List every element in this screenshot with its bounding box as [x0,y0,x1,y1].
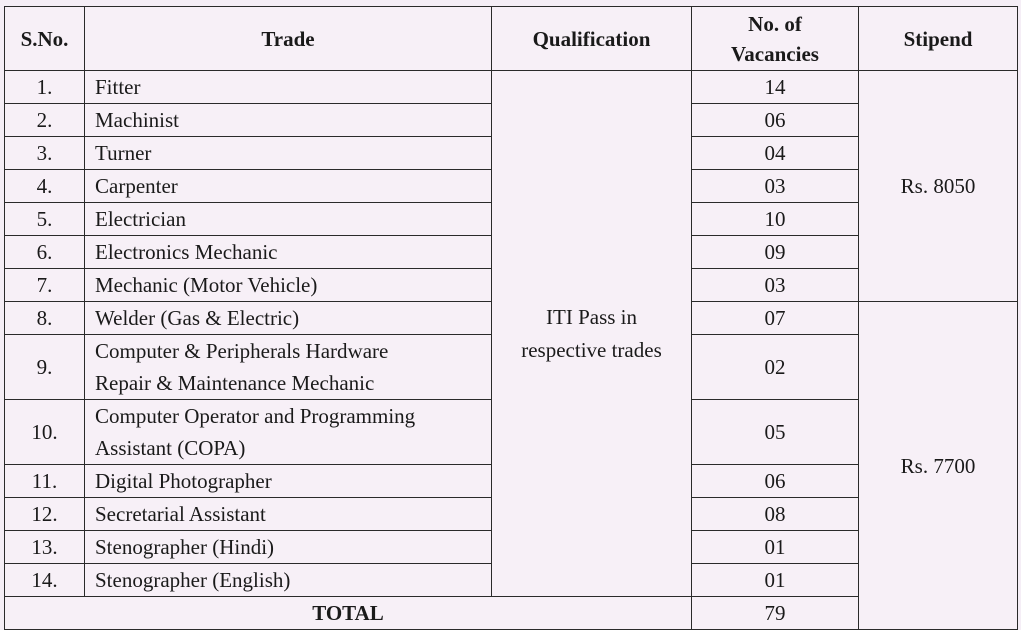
row-sno: 6. [5,236,85,269]
row-trade: Mechanic (Motor Vehicle) [85,269,492,302]
row-vacancies: 05 [692,400,859,465]
row-trade: Stenographer (English) [85,564,492,597]
row-sno: 11. [5,465,85,498]
row-vacancies: 04 [692,137,859,170]
row-vacancies: 03 [692,269,859,302]
row-trade-line1: Computer & Peripherals Hardware [95,339,389,363]
row-trade: Turner [85,137,492,170]
row-trade-line1: Computer Operator and Programming [95,404,416,428]
qualification-line2: respective trades [521,337,662,362]
row-sno: 2. [5,104,85,137]
apprentice-vacancy-table [4,6,1018,630]
row-sno: 13. [5,531,85,564]
row-sno: 4. [5,170,85,203]
row-vacancies: 02 [692,335,859,400]
row-trade: Digital Photographer [85,465,492,498]
row-trade: Machinist [85,104,492,137]
row-sno: 12. [5,498,85,531]
row-trade: Fitter [85,71,492,104]
row-trade-line2: Assistant (COPA) [95,436,246,460]
row-vacancies: 07 [692,302,859,335]
row-sno: 7. [5,269,85,302]
header-qualification: Qualification [492,7,692,71]
row-vacancies: 06 [692,465,859,498]
table-row [5,71,1018,104]
header-row [5,7,1018,71]
row-sno: 10. [5,400,85,465]
header-stipend: Stipend [859,7,1018,71]
row-trade: Stenographer (Hindi) [85,531,492,564]
row-trade: Carpenter [85,170,492,203]
header-vacancies-line2: Vacancies [731,41,819,66]
row-trade: Electrician [85,203,492,236]
row-trade: Welder (Gas & Electric) [85,302,492,335]
row-sno: 14. [5,564,85,597]
header-trade: Trade [85,7,492,71]
header-vacancies [692,7,859,71]
row-sno: 1. [5,71,85,104]
row-trade [85,335,492,400]
row-vacancies: 03 [692,170,859,203]
row-vacancies: 01 [692,531,859,564]
row-sno: 8. [5,302,85,335]
header-sno: S.No. [5,7,85,71]
row-sno: 3. [5,137,85,170]
row-sno: 9. [5,335,85,400]
row-trade [85,400,492,465]
row-trade: Electronics Mechanic [85,236,492,269]
qualification-line1: ITI Pass in [546,304,637,329]
stipend-group-1: Rs. 8050 [859,71,1018,302]
header-vacancies-line1: No. of [748,11,802,36]
total-label: TOTAL [5,597,692,630]
row-vacancies: 10 [692,203,859,236]
row-vacancies: 06 [692,104,859,137]
stipend-group-2: Rs. 7700 [859,302,1018,630]
row-vacancies: 01 [692,564,859,597]
qualification-cell [492,71,692,597]
row-vacancies: 08 [692,498,859,531]
row-trade-line2: Repair & Maintenance Mechanic [95,371,375,395]
row-vacancies: 14 [692,71,859,104]
row-sno: 5. [5,203,85,236]
total-value: 79 [692,597,859,630]
row-trade: Secretarial Assistant [85,498,492,531]
row-vacancies: 09 [692,236,859,269]
